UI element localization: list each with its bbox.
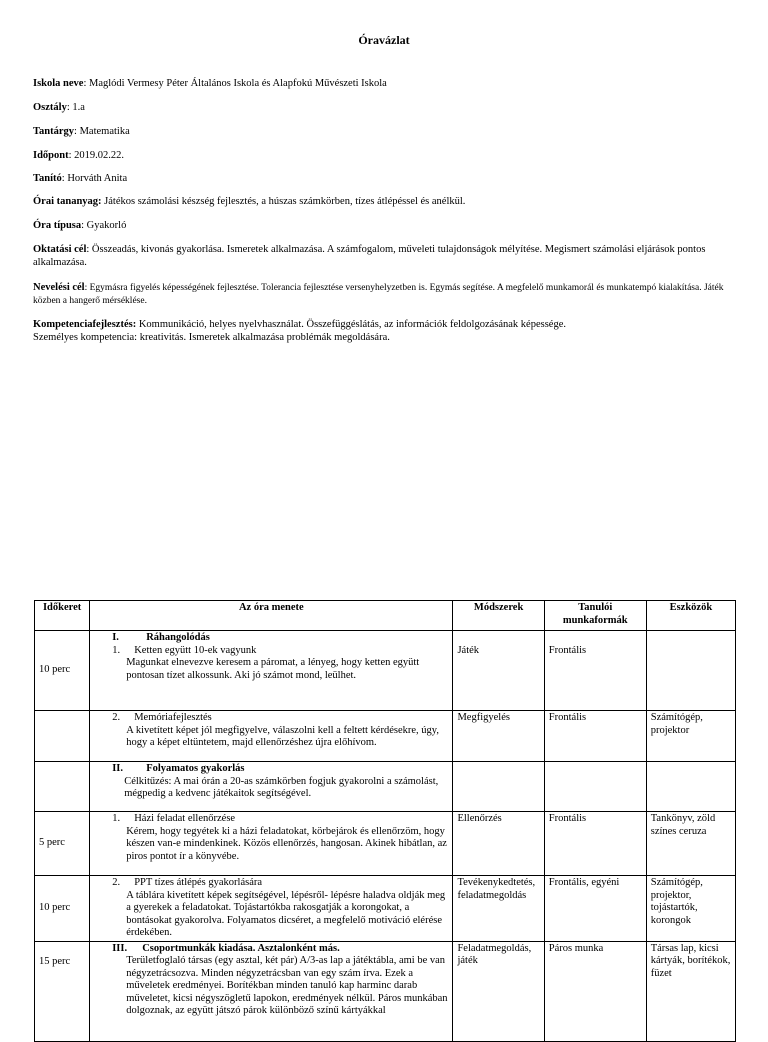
field-subject: Tantárgy: Matematika <box>33 126 130 137</box>
field-competence: Kompetenciafejlesztés: Kommunikáció, helyes nyelvhasználat. Összefüggéslátás, az információk feldolgozásának képessége. Személyes kompetencia: kreativitás. Ismeretek alkalmazása problémák megoldására. <box>33 319 566 343</box>
cell-tools: Számítógép, projektor <box>646 711 735 762</box>
cell-time <box>35 711 90 762</box>
cell-process: I. Ráhangolódás 1. Ketten együtt 10-ek vagyunk Magunkat elnevezve keresem a páromat, a lényeg, hogy ketten együtt pontosan tízet alkossunk. Aki jó számot mond, leülhet. <box>90 631 453 711</box>
cell-method: Ellenőrzés <box>453 812 544 876</box>
cell-time: 15 perc <box>35 941 90 1041</box>
cell-work-form <box>544 762 646 812</box>
cell-process: III. Csoportmunkák kiadása. Asztalonként más. Területfoglaló társas (egy asztal, két pár) A/3-as lap a játéktábla, ami be van négyzetrácsozva. Minden négyzetrácsban van egy szám írva. Ezek a műveletek eredményei. Borítékban minden tanuló kap harminc darab műveletet, kicsi négyszögletű lapokon, eredmények nélkül. Páros munkában dolgoznak, az együtt játszó párok különböző színű kártyákkal <box>90 941 453 1041</box>
header-process: Az óra menete <box>90 601 453 631</box>
header-work-forms: Tanulói munkaformák <box>544 601 646 631</box>
cell-work-form: Páros munka <box>544 941 646 1041</box>
cell-tools: Tankönyv, zöld színes ceruza <box>646 812 735 876</box>
field-date: Időpont: 2019.02.22. <box>33 150 125 161</box>
field-class: Osztály: 1.a <box>33 102 85 113</box>
header-time: Időkeret <box>35 601 90 631</box>
table-row <box>35 812 736 876</box>
cell-work-form: Frontális <box>544 631 646 711</box>
cell-work-form: Frontális, egyéni <box>544 876 646 942</box>
table-row <box>35 711 736 762</box>
cell-method: Megfigyelés <box>453 711 544 762</box>
cell-method: Játék <box>453 631 544 711</box>
cell-time <box>35 762 90 812</box>
field-teacher: Tanító: Horváth Anita <box>33 173 128 184</box>
table-row <box>35 876 736 942</box>
table-row <box>35 941 736 1041</box>
field-material: Órai tananyag: Játékos számolási készség fejlesztés, a húszas számkörben, tízes átlépéssel és anélkül. <box>33 196 466 207</box>
cell-tools <box>646 762 735 812</box>
cell-work-form: Frontális <box>544 812 646 876</box>
cell-method: Tevékenykedtetés, feladatmegoldás <box>453 876 544 942</box>
cell-process: II. Folyamatos gyakorlás Célkitűzés: A mai órán a 20-as számkörben fogjuk gyakorolni a számolást, mégpedig a kedvenc játékaitok segítségével. <box>90 762 453 812</box>
cell-method: Feladatmegoldás, játék <box>453 941 544 1041</box>
header-methods: Módszerek <box>453 601 544 631</box>
cell-tools: Számítógép, projektor, tojástartók, korongok <box>646 876 735 942</box>
cell-time: 10 perc <box>35 876 90 942</box>
cell-work-form: Frontális <box>544 711 646 762</box>
page-title: Óravázlat <box>358 33 410 47</box>
table-header-row <box>35 601 736 631</box>
cell-process: 2. Memóriafejlesztés A kivetített képet jól megfigyelve, válaszolni kell a feltett kérdésekre, úgy, hogy a képet eltüntetem, majd ellenőrzéshez újra előhívom. <box>90 711 453 762</box>
cell-time: 5 perc <box>35 812 90 876</box>
lesson-plan-table <box>34 600 736 1042</box>
field-educational-goal: Nevelési cél: Egymásra figyelés képességének fejlesztése. Tolerancia fejlesztése versenyhelyzetben is. Egymás segítése. A megfelelő munkamorál és munkatempó kialakítása. Játék közben a hangerő mérséklése. <box>33 282 724 306</box>
cell-process: 2. PPT tízes átlépés gyakorlására A táblára kivetített képek segítségével, lépésről- lépésre haladva oldják meg a gyerekek a feladatokat. Tojástartókba rakosgatják a korongokat, a bontásokat gyakorolva. Folyamatos dicséret, a megfelelő motiváció elérése érdekében. <box>90 876 453 942</box>
field-teaching-goal: Oktatási cél: Összeadás, kivonás gyakorlása. Ismeretek alkalmazása. A számfogalom, műveleti tulajdonságok mélyítése. Megismert számolási eljárások pontos alkalmazása. <box>33 244 706 268</box>
cell-tools <box>646 631 735 711</box>
table-row <box>35 762 736 812</box>
header-tools: Eszközök <box>646 601 735 631</box>
cell-process: 1. Házi feladat ellenőrzése Kérem, hogy tegyétek ki a házi feladatokat, körbejárok és ellenőrzöm, hogy készen van-e mindenkinek. Közös ellenőrzés, hangosan. Akinek hibátlan, az piros pontot ír a könyvébe. <box>90 812 453 876</box>
cell-tools: Társas lap, kicsi kártyák, borítékok, füzet <box>646 941 735 1041</box>
field-lesson-type: Óra típusa: Gyakorló <box>33 220 127 231</box>
cell-time: 10 perc <box>35 631 90 711</box>
cell-method <box>453 762 544 812</box>
table-row <box>35 631 736 711</box>
field-school: Iskola neve: Maglódi Vermesy Péter Általános Iskola és Alapfokú Művészeti Iskola <box>33 78 387 89</box>
